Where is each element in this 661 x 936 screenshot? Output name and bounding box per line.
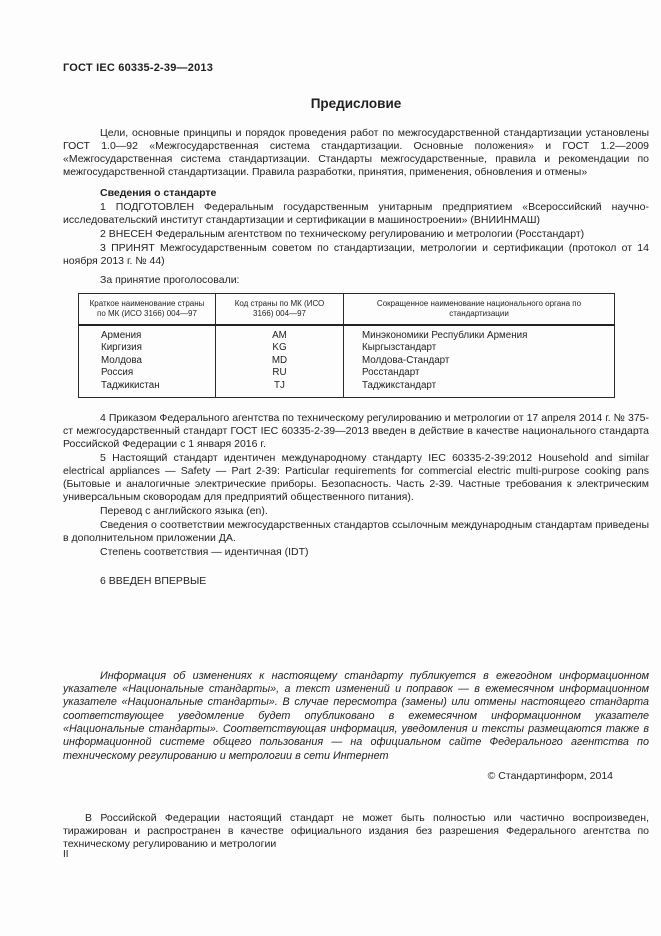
org-cell: Минэкономики Республики Армения <box>344 325 615 342</box>
conformity-note: Степень соответствия — идентичная (IDT) <box>100 546 309 559</box>
org-cell: Росстандарт <box>344 367 615 379</box>
country-cell: Киргизия <box>79 342 216 354</box>
reproduction-note: В Российской Федерации настоящий стандарт не может быть полностью или частично воспроизведен, тиражирован и распространен в качестве официального издания без разрешения Федерального агентства по техническому регулированию и метрологии <box>63 811 649 850</box>
vote-table-header-org: Сокращенное наименование национального органа по стандартизации <box>344 294 615 326</box>
standard-info-item-5: 5 Настоящий стандарт идентичен международному стандарту IEC 60335-2-39:2012 Household and similar electrical appliances — Safety — Part 2-39: Particular requirements for commercial electric multi-purpose cooking pans (Бытовые и аналогичные электрические приборы. Безопасность. Часть 2-39. Частные требования к электрическим универсальным сковородам для предприятий общественного питания). <box>63 452 649 504</box>
org-cell: Кыргызстандарт <box>344 342 615 354</box>
copyright-line: © Стандартинформ, 2014 <box>487 770 613 782</box>
page-number: II <box>63 849 69 860</box>
table-row <box>79 367 615 379</box>
code-cell: MD <box>216 355 344 367</box>
standard-info-item-2: 2 ВНЕСЕН Федеральным агентством по техническому регулированию и метрологии (Росстандарт) <box>100 228 585 240</box>
page-title: Предисловие <box>310 96 402 111</box>
org-cell: Таджикстандарт <box>344 380 615 398</box>
code-cell: KG <box>216 342 344 354</box>
page-content <box>63 0 649 588</box>
vote-table-header-row <box>79 294 615 326</box>
country-cell: Таджикистан <box>79 380 216 398</box>
vote-table <box>78 293 615 398</box>
vote-table-header-country: Краткое наименование страны по МК (ИСО 3166) 004—97 <box>79 294 216 326</box>
org-cell: Молдова-Стандарт <box>344 355 615 367</box>
code-cell: AM <box>216 325 344 342</box>
standard-info-heading: Сведения о стандарте <box>100 187 217 199</box>
country-cell: Молдова <box>79 355 216 367</box>
table-row <box>79 325 615 342</box>
reference-note: Сведения о соответствии межгосударственных стандартов ссылочным международным стандартам приведены в дополнительном приложении ДА. <box>63 519 649 545</box>
standard-info-item-3: 3 ПРИНЯТ Межгосударственным советом по стандартизации, метрологии и сертификации (протокол от 14 ноября 2013 г. № 44) <box>63 242 649 267</box>
standard-info-item-1: 1 ПОДГОТОВЛЕН Федеральным государственным унитарным предприятием «Всероссийский научно-исследовательский институт стандартизации и сертификации в машиностроении» (ВНИИНМАШ) <box>63 201 649 226</box>
table-row <box>79 342 615 354</box>
country-cell: Армения <box>79 325 216 342</box>
standard-info-item-4: 4 Приказом Федерального агентства по техническому регулированию и метрологии от 17 апреля 2014 г. № 375-ст межгосударственный стандарт ГОСТ IEC 60335-2-39—2013 введен в действие в качестве национального стандарта Российской Федерации с 1 января 2016 г. <box>63 412 649 451</box>
code-cell: TJ <box>216 380 344 398</box>
vote-table-header-code: Код страны по МК (ИСО 3166) 004—97 <box>216 294 344 326</box>
intro-paragraph: Цели, основные принципы и порядок проведения работ по межгосударственной стандартизации установлены ГОСТ 1.0—92 «Межгосударственная система стандартизации. Основные положения» и ГОСТ 1.2—2009 «Межгосударственная система стандартизации. Стандарты межгосударственные, правила и рекомендации по межгосударственной стандартизации. Правила разработки, принятия, применения, обновления и отмены» <box>63 127 649 178</box>
country-cell: Россия <box>79 367 216 379</box>
standard-info-item-6: 6 ВВЕДЕН ВПЕРВЫЕ <box>100 575 207 588</box>
table-row <box>79 380 615 398</box>
publication-notice: Информация об изменениях к настоящему стандарту публикуется в ежегодном информационном указателе «Национальные стандарты», а текст изменений и поправок — в ежемесячном информационном указателе «Национальные стандарты». В случае пересмотра (замены) или отмены настоящего стандарта соответствующее уведомление будет опубликовано в ежемесячном информационном указателе «Национальные стандарты». Соответствующая информация, уведомления и тексты размещаются также в информационной системе общего пользования — на официальном сайте Федерального агентства по техническому регулированию и метрологии в сети Интернет <box>63 669 649 762</box>
table-row <box>79 355 615 367</box>
translation-note: Перевод с английского языка (en). <box>100 505 268 518</box>
doc-code: ГОСТ IEC 60335-2-39—2013 <box>63 62 214 74</box>
code-cell: RU <box>216 367 344 379</box>
vote-intro-line: За принятие проголосовали: <box>100 274 240 286</box>
